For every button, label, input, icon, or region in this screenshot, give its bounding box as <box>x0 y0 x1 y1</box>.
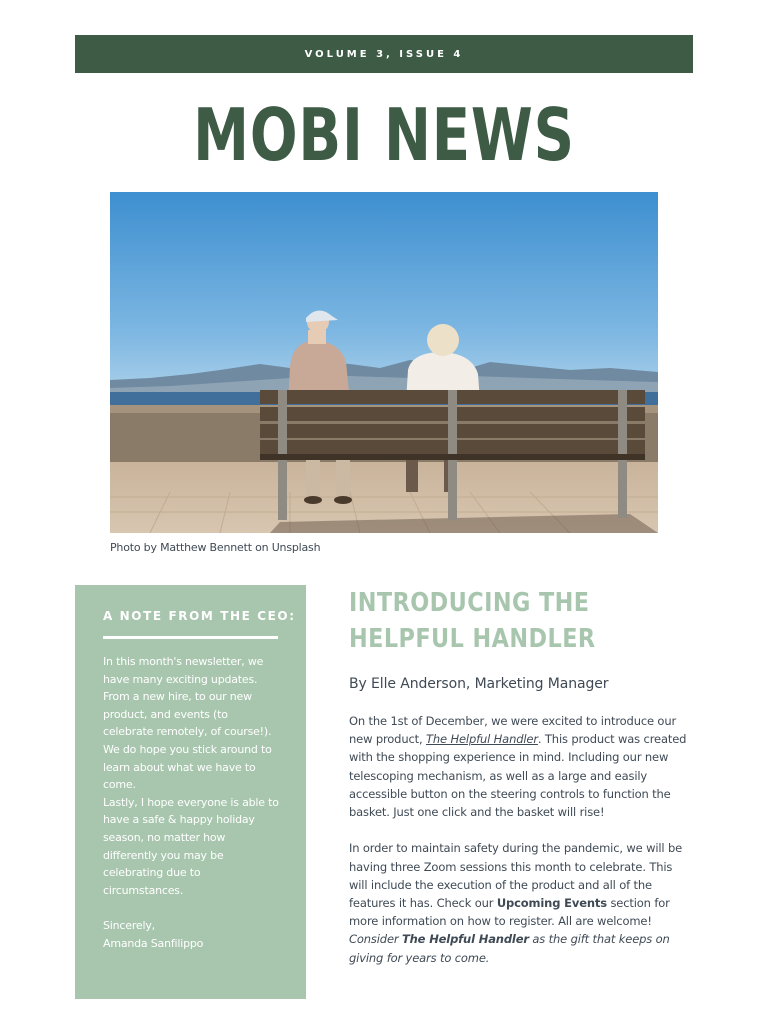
text-run: section for more information on how to register. All are welcome! <box>349 896 670 929</box>
ceo-note-closing: Sincerely, <box>103 918 155 932</box>
text-run: In order to maintain safety during the pandemic, we will be having three Zoom sessions this month to celebrate. This will include the execution of the product and all of the features it has. Check our <box>349 841 683 911</box>
issue-banner <box>75 35 693 73</box>
text-run: . This product was created with the shopping experience in mind. Including our new telescoping mechanism, as well as a large and easily accessible button on the steering controls to function the basket. Just one click and the basket will rise! <box>349 732 687 820</box>
upcoming-events-reference: Upcoming Events <box>496 896 607 911</box>
text-run: as the gift that keeps on giving for years to come. <box>349 932 670 965</box>
photo-caption: Photo by Matthew Bennett on Unsplash <box>110 541 321 554</box>
article-paragraph <box>349 839 694 930</box>
paragraph-spacer <box>103 899 281 917</box>
ceo-note-heading: A NOTE FROM THE CEO: <box>103 609 296 623</box>
article-byline: By Elle Anderson, Marketing Manager <box>349 676 609 692</box>
ceo-note-panel <box>75 585 306 999</box>
article-title: INTRODUCING THE HELPFUL HANDLER <box>349 588 596 654</box>
ceo-note-paragraph: Lastly, I hope everyone is able to have a safe & happy holiday season, no matter how differently you may be celebrating due to circumstances. <box>103 795 279 897</box>
product-name-link[interactable]: The Helpful Handler <box>426 732 538 747</box>
text-run: Consider <box>349 932 402 947</box>
article-paragraph <box>349 930 694 966</box>
hero-photo-illustration <box>110 192 658 533</box>
issue-label: VOLUME 3, ISSUE 4 <box>304 48 464 60</box>
ceo-note-signature: Amanda Sanfilippo <box>103 936 204 950</box>
article-body <box>349 712 694 967</box>
paragraph-spacer <box>349 821 694 839</box>
article-paragraph <box>349 712 694 821</box>
ceo-note-paragraph: In this month's newsletter, we have many exciting updates. From a new hire, to our new product, and events (to celebrate remotely, of course!). We do hope you stick around to learn about what we have to come. <box>103 655 272 792</box>
newsletter-title: MOBI NEWS <box>193 93 575 177</box>
ceo-note-divider <box>103 636 278 639</box>
product-name-emphasis: The Helpful Handler <box>401 932 529 947</box>
text-run: On the 1st of December, we were excited to introduce our new product, <box>349 714 677 747</box>
hero-photo <box>110 192 658 533</box>
ceo-note-text <box>103 653 281 952</box>
